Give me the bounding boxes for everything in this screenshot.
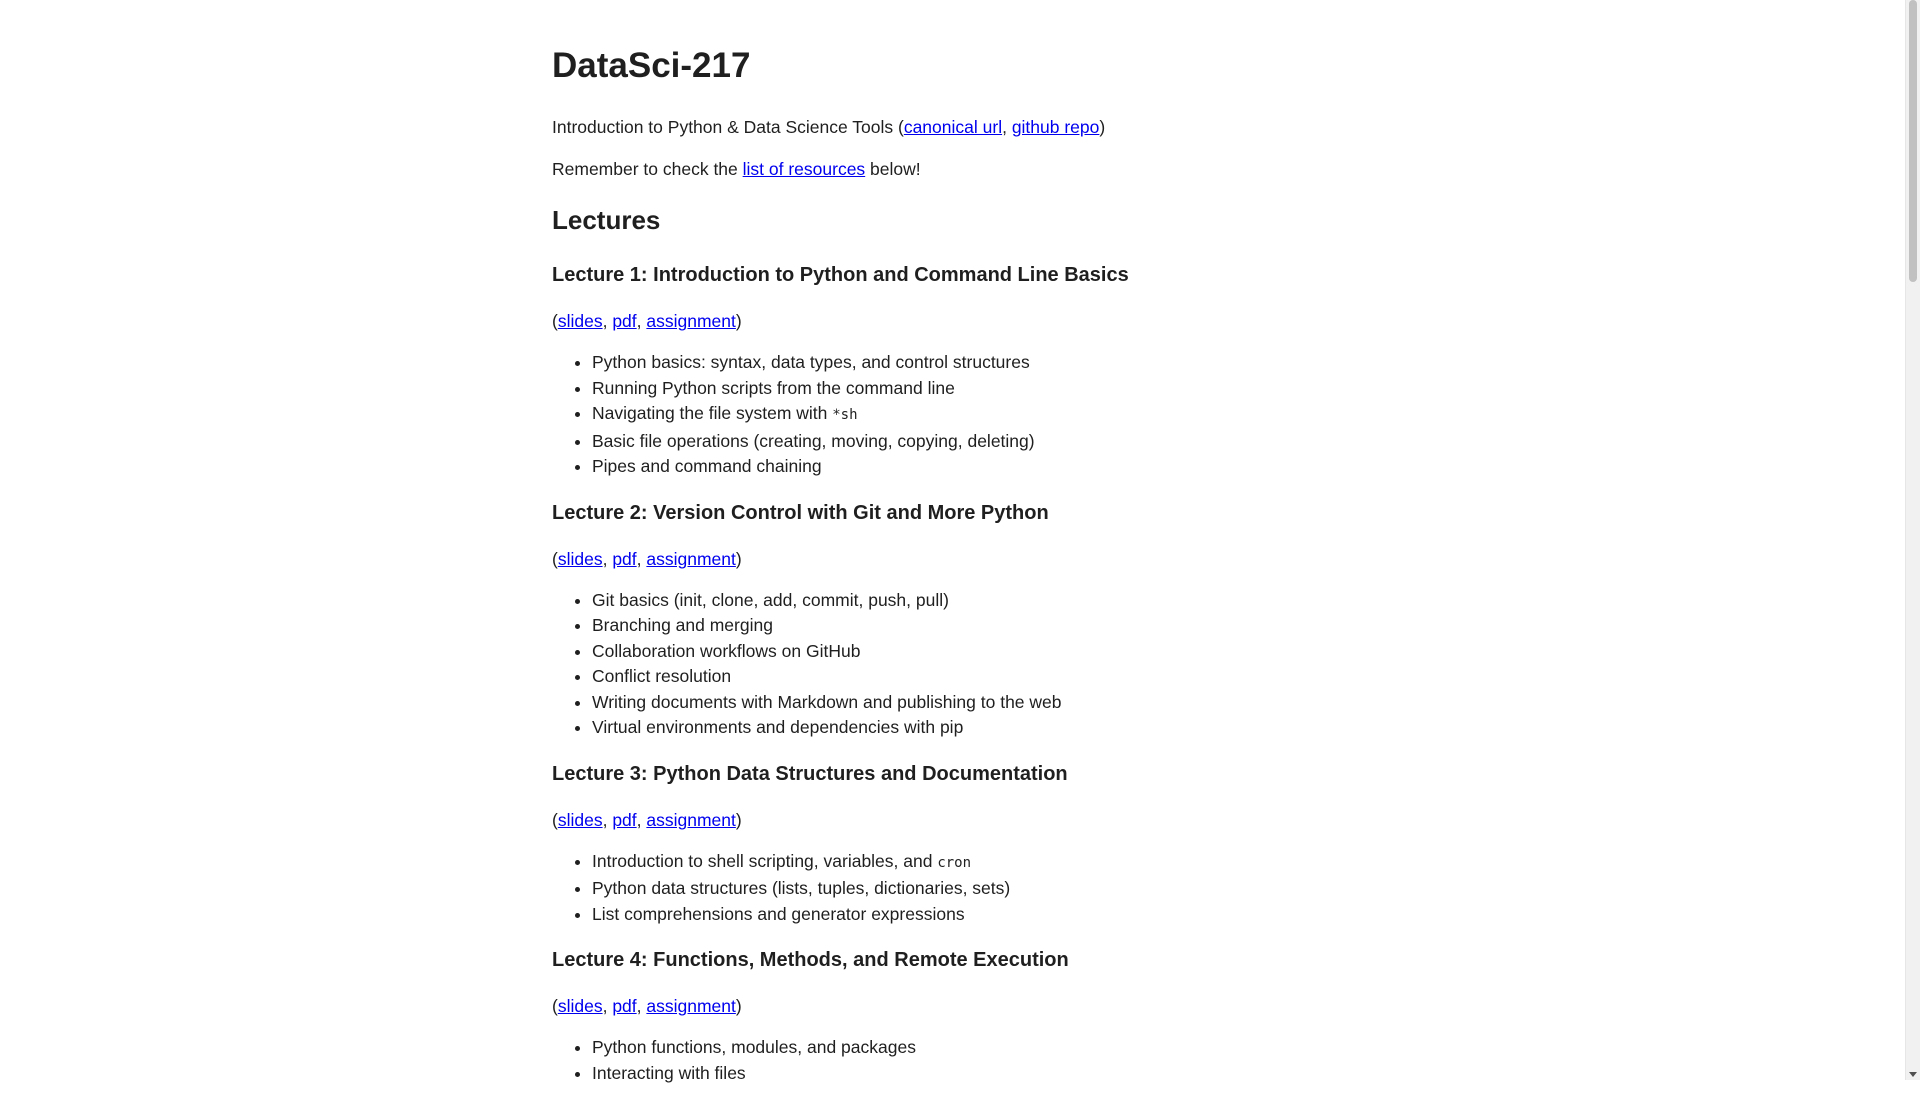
list-item <box>592 664 1372 690</box>
pdf-link[interactable]: pdf <box>612 996 637 1016</box>
scrollbar-thumb[interactable] <box>1909 0 1917 282</box>
list-item <box>592 350 1372 376</box>
pdf-link[interactable]: pdf <box>612 809 637 830</box>
topic-text: Python functions, modules, and packages <box>592 1037 916 1057</box>
page-title: DataSci-217 <box>552 46 751 85</box>
lecture-topics <box>552 350 1372 480</box>
list-item <box>592 1061 1372 1087</box>
topic-text: Basic file operations (creating, moving, copying, deleting) <box>592 430 1035 451</box>
topic-text: Conflict resolution <box>592 666 732 686</box>
assignment-link[interactable]: assignment <box>646 996 736 1016</box>
inline-code: cron <box>937 854 972 871</box>
lecture-title: Lecture 3: Python Data Structures and Documentation <box>552 762 1068 785</box>
lecture-topics <box>552 588 1372 741</box>
intro-paragraph <box>552 114 1372 140</box>
list-item <box>592 876 1372 902</box>
list-item <box>592 376 1372 402</box>
list-item <box>592 1035 1372 1061</box>
topic-text: Pipes and command chaining <box>592 456 822 476</box>
lecture-topics <box>552 1035 1372 1086</box>
list-item <box>592 454 1372 480</box>
slides-link[interactable]: slides <box>557 311 603 331</box>
page-content <box>552 0 1372 1102</box>
reminder-after: below! <box>865 159 921 179</box>
intro-text: Introduction to Python & Data Science Tools ( <box>552 117 904 137</box>
list-of-resources-link[interactable]: list of resources <box>742 159 866 179</box>
lecture-links: (slides, pdf, assignment) <box>552 311 742 331</box>
lecture-title: Lecture 4: Functions, Methods, and Remote Execution <box>552 949 1069 971</box>
canonical-url-link[interactable]: canonical url <box>903 117 1003 137</box>
lectures-list <box>552 262 1372 1086</box>
list-item <box>592 902 1372 928</box>
lecture-links: (slides, pdf, assignment) <box>552 996 742 1016</box>
topic-text: Branching and merging <box>592 615 773 635</box>
list-item <box>592 401 1372 429</box>
lecture-title: Lecture 1: Introduction to Python and Command Line Basics <box>552 264 1129 286</box>
vertical-scrollbar[interactable] <box>1905 0 1920 1080</box>
intro-end: ) <box>1099 117 1106 137</box>
topic-text: Collaboration workflows on GitHub <box>592 640 861 661</box>
list-item <box>592 715 1372 741</box>
topic-text: Navigating the file system with <box>592 403 833 423</box>
lecture-title: Lecture 2: Version Control with Git and More Python <box>552 501 1049 524</box>
lecture-links: (slides, pdf, assignment) <box>552 548 742 569</box>
lectures-heading: Lectures <box>552 205 661 235</box>
inline-code: *sh <box>832 407 858 423</box>
topic-text: Virtual environments and dependencies with pip <box>592 717 964 737</box>
pdf-link[interactable]: pdf <box>612 311 637 331</box>
assignment-link[interactable]: assignment <box>646 311 736 331</box>
topic-text: Python basics: syntax, data types, and control structures <box>592 352 1030 372</box>
topic-text: Git basics (init, clone, add, commit, push, pull) <box>592 589 949 610</box>
list-item <box>592 639 1372 665</box>
reminder-paragraph <box>552 156 1372 182</box>
slides-link[interactable]: slides <box>557 996 603 1016</box>
lecture-links: (slides, pdf, assignment) <box>552 809 742 830</box>
slides-link[interactable]: slides <box>557 809 603 830</box>
topic-text: Running Python scripts from the command line <box>592 377 955 398</box>
github-repo-link[interactable]: github repo <box>1011 117 1100 137</box>
slides-link[interactable]: slides <box>557 548 603 569</box>
topic-text: Python data structures (lists, tuples, dictionaries, sets) <box>592 878 1011 898</box>
pdf-link[interactable]: pdf <box>612 548 637 569</box>
topic-text: Interacting with files <box>592 1062 746 1083</box>
assignment-link[interactable]: assignment <box>646 548 736 569</box>
topic-text: Introduction to shell scripting, variables, and <box>592 850 938 871</box>
list-item <box>592 429 1372 455</box>
reminder-before: Remember to check the <box>552 159 743 179</box>
topic-text: List comprehensions and generator expressions <box>592 903 965 924</box>
list-item <box>592 588 1372 614</box>
list-item <box>592 849 1372 877</box>
list-item <box>592 690 1372 716</box>
topic-text: Writing documents with Markdown and publishing to the web <box>592 691 1062 712</box>
intro-separator: , <box>1002 117 1012 137</box>
list-item <box>592 613 1372 639</box>
assignment-link[interactable]: assignment <box>646 809 736 830</box>
scroll-down-arrow-icon[interactable] <box>1909 1072 1917 1077</box>
lecture-topics <box>552 849 1372 928</box>
